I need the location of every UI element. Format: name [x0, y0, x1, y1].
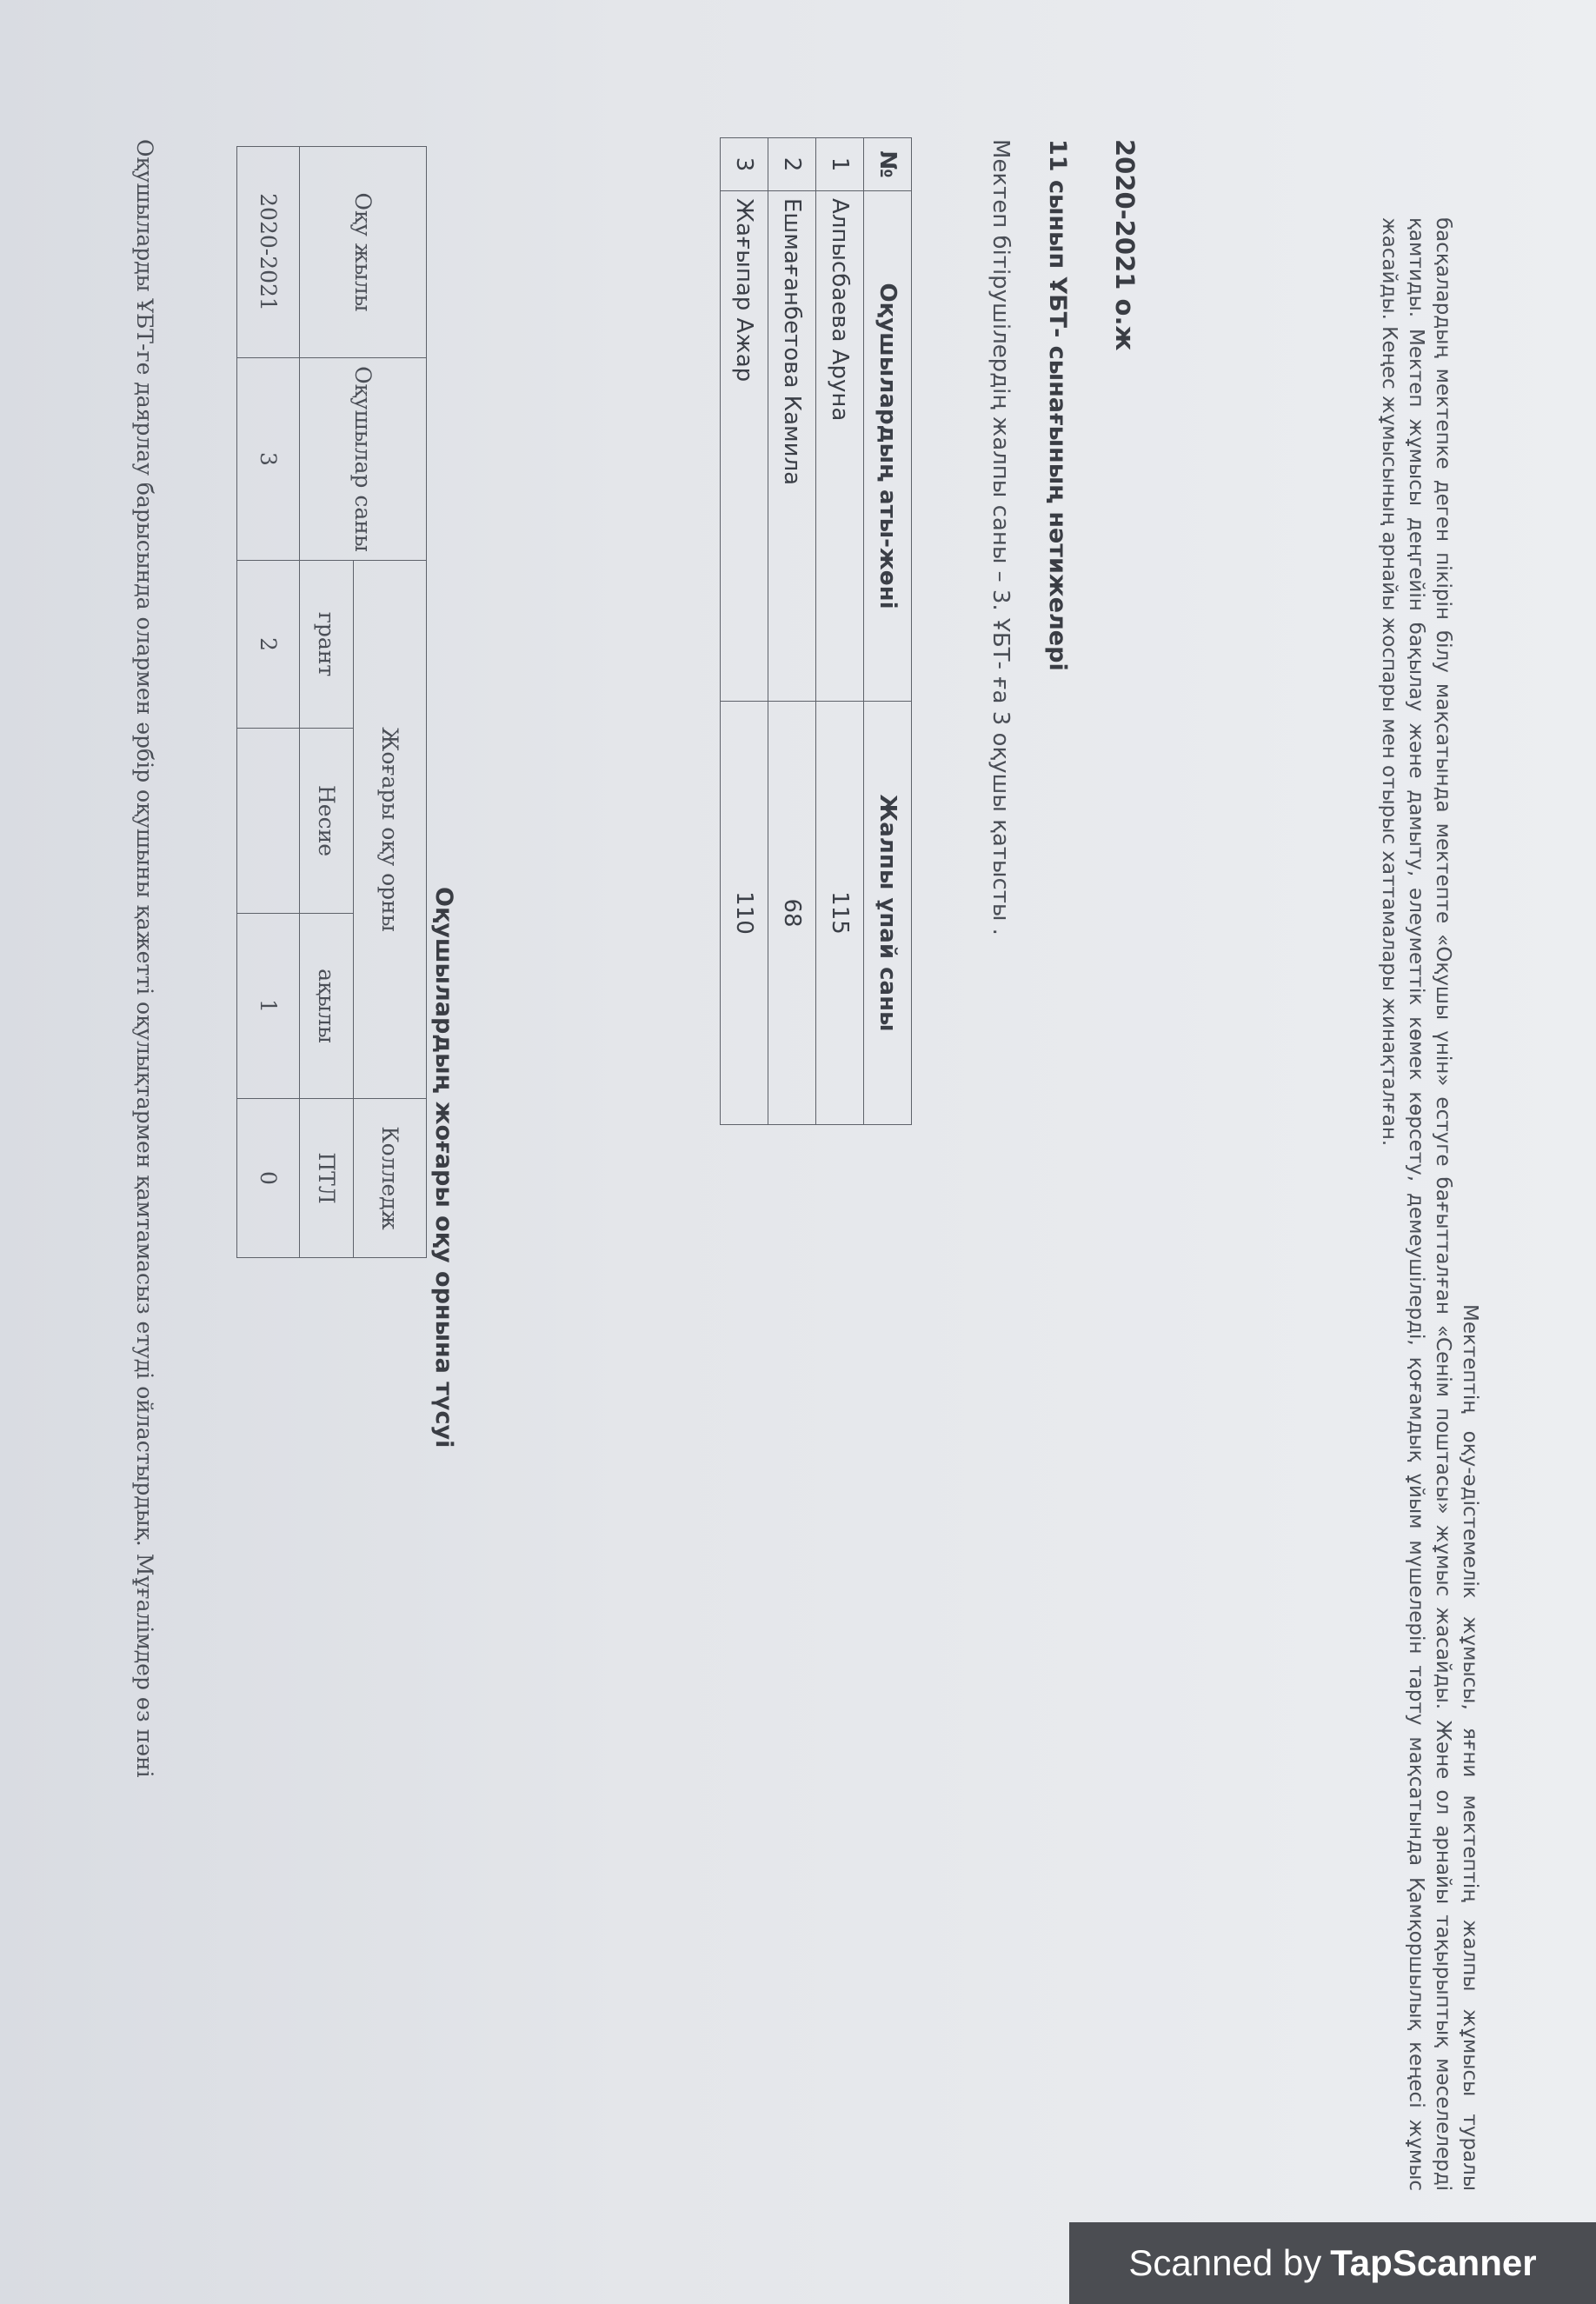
watermark-brand: TapScanner	[1330, 2242, 1537, 2283]
student-name: Алпысбаева Аруна	[816, 191, 864, 702]
table-row	[237, 147, 300, 1258]
intro-paragraph	[1375, 217, 1483, 2191]
header-grant: грант	[300, 561, 354, 729]
table-row	[768, 138, 816, 1125]
student-score: 115	[816, 702, 864, 1125]
cell-college: 0	[237, 1099, 300, 1258]
row-number: 3	[721, 138, 768, 191]
row-number: 1	[816, 138, 864, 191]
student-score: 68	[768, 702, 816, 1125]
admission-header-row-1	[354, 147, 427, 1258]
header-number: №	[864, 138, 912, 191]
cell-paid: 1	[237, 914, 300, 1099]
section-title: 11 сынып ҰБТ- сынағының нәтижелері	[1044, 139, 1071, 671]
cell-loan	[237, 729, 300, 914]
header-study-year: Оқу жылы	[300, 147, 427, 358]
watermark-prefix: Scanned by	[1128, 2242, 1322, 2283]
header-paid: ақылы	[300, 914, 354, 1099]
results-table	[720, 137, 912, 1125]
table-row	[816, 138, 864, 1125]
scanner-watermark	[1069, 2222, 1596, 2304]
cell-grant: 2	[237, 561, 300, 729]
header-university: Жоғары оқу орны	[354, 561, 427, 1099]
graduates-stat-line: Мектеп бітірушілердің жалпы саны – 3. ҰБТ- ға 3 оқушы қатысты .	[988, 139, 1014, 936]
admission-table-title: Оқушылардың жоғары оқу орнына түсуі	[430, 887, 457, 1448]
header-college-sub: ПТЛ	[300, 1099, 354, 1258]
header-college: Колледж	[354, 1099, 427, 1258]
header-name: Оқушылардың аты-жөні	[864, 191, 912, 702]
header-students-count: Оқушылар саны	[300, 358, 427, 561]
header-score: Жалпы ұпай саны	[864, 702, 912, 1125]
cell-year: 2020-2021	[237, 147, 300, 358]
header-loan: Несие	[300, 729, 354, 914]
student-name: Жағыпар Ажар	[721, 191, 768, 702]
student-name: Ешмағанбетова Камила	[768, 191, 816, 702]
admission-table	[236, 146, 427, 1258]
cell-students: 3	[237, 358, 300, 561]
intro-paragraph-text: Мектептің оқу-әдістемелік жұмысы, яғни мектептің жалпы жұмысы туралы басқалардың мектепке деген пікірін білу мақсатында мектепте «Оқушы үнін» естуге бағытталған «Сенім поштасы» жұмыс жасайды. Және ол арнайы тақырыптық мәселелерді қамтиды. Мектеп жұмысы деңгейін бақылау және дамыту, әлеуметтік көмек көрсету, демеушілерді, қоғамдық ұйым мүшелерін тарту мақсатында Қамқоршылық кеңесі жұмыс жасайды. Кеңес жұмысының арнайы жоспары мен отырыс хаттамалары жинақталған.	[1378, 217, 1481, 2191]
row-number: 2	[768, 138, 816, 191]
academic-year-heading: 2020-2021 о.ж	[1110, 139, 1140, 351]
student-score: 110	[721, 702, 768, 1125]
results-header-row	[864, 138, 912, 1125]
footer-text: Оқушыларды ҰБТ-ге даярлау барысында олармен әрбір оқушыны қажетті оқулықтармен қамтамасыз етуді ойластырдық. Мұғалімдер өз пәні	[132, 139, 157, 1778]
table-row	[721, 138, 768, 1125]
